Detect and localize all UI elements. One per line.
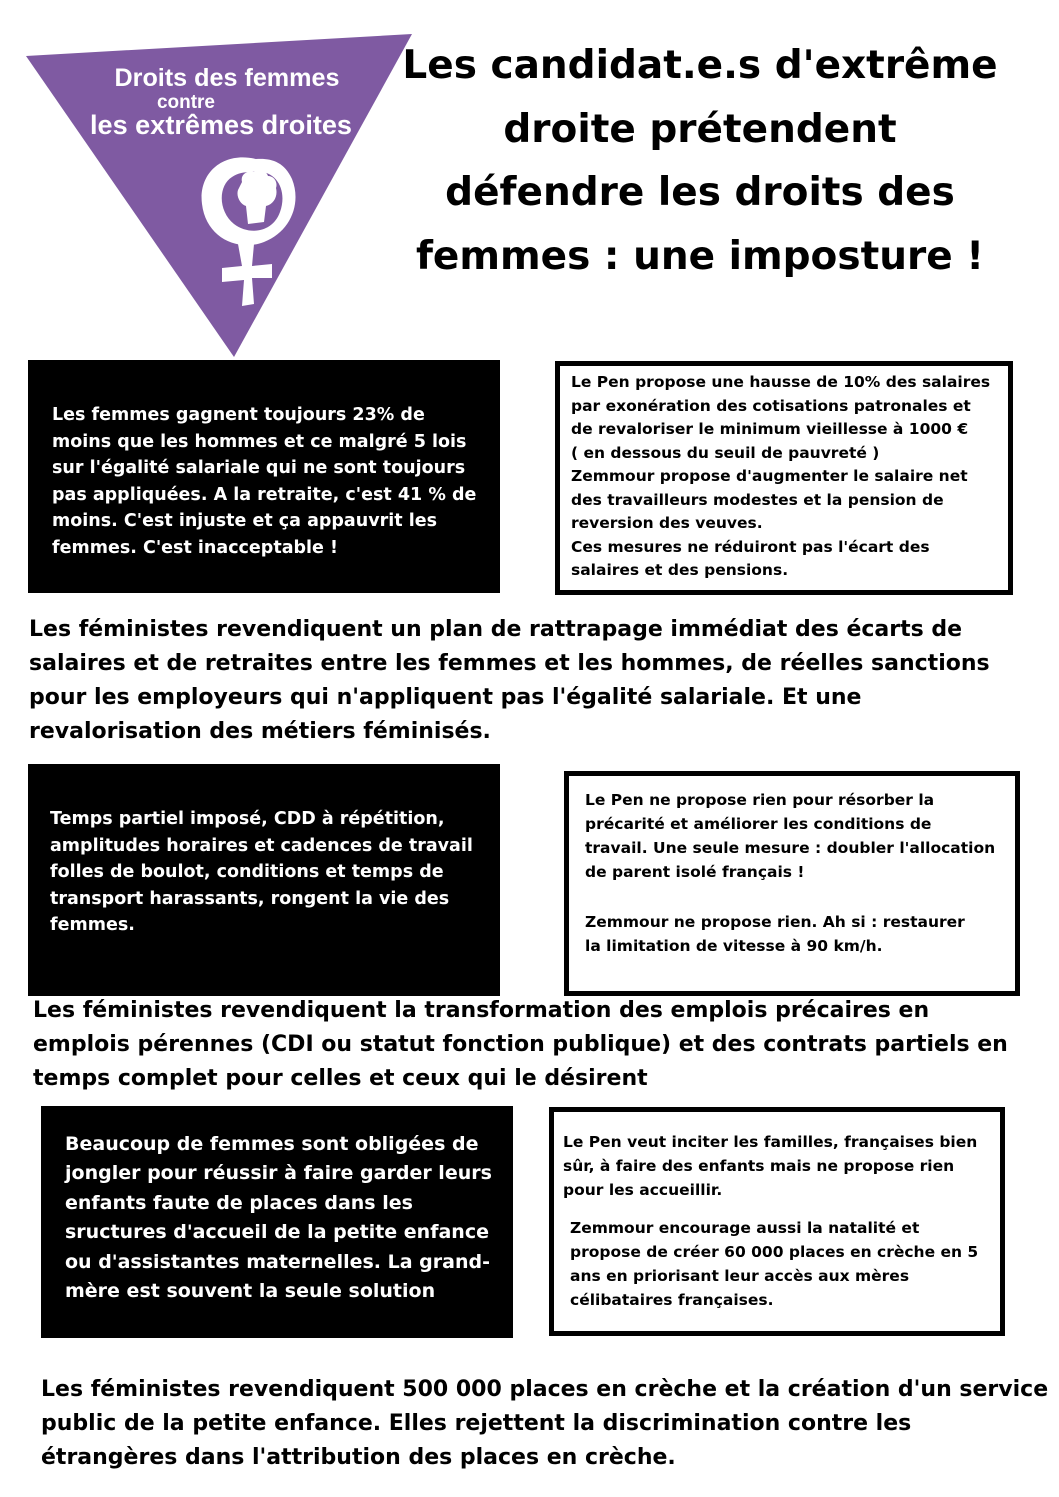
fact-text: Beaucoup de femmes sont obligées de jongler pour réussir à faire garder leurs enfants faute de places dans les sructures d'accueil de la petite enfance ou d'assistantes maternelles. La grand- mère est souvent la seule solution: [65, 1133, 492, 1303]
candidate-lepen-text: Le Pen propose une hausse de 10% des salaires par exonération des cotisations patronales et de revaloriser le minimum vieillesse à 1000 € ( en dessous du seuil de pauvreté ): [571, 373, 991, 462]
candidates-box-childcare: [549, 1107, 1005, 1336]
candidate-zemmour-text: Zemmour ne propose rien. Ah si : restaurer la limitation de vitesse à 90 km/h.: [585, 913, 965, 956]
demand-childcare: Les féministes revendiquent 500 000 places en crèche et la création d'un service public de la petite enfance. Elles rejettent la discrimination contre les étrangères dans l'attribution des places en crèche.: [41, 1377, 1049, 1471]
fact-text: Temps partiel imposé, CDD à répétition, amplitudes horaires et cadences de travail folles de boulot, conditions et temps de transport harassants, rongent la vie des femmes.: [50, 809, 473, 936]
logo-line2: contre: [157, 92, 215, 113]
candidate-lepen-text: Le Pen veut inciter les familles, françaises bien sûr, à faire des enfants mais ne propose rien pour les accueillir.: [563, 1133, 978, 1200]
demand-precarity: Les féministes revendiquent la transformation des emplois précaires en emplois pérennes (CDI ou statut fonction publique) et des contrats partiels en temps complet pour celles et ceux qui le désirent: [33, 998, 1008, 1092]
candidates-box-precarity: [564, 771, 1020, 996]
logo-line3: les extrêmes droites: [90, 110, 352, 140]
logo: [26, 34, 416, 359]
candidate-conclusion-text: Ces mesures ne réduiront pas l'écart des salaires et des pensions.: [571, 537, 930, 580]
title-line: défendre les droits des: [445, 170, 955, 216]
candidate-lepen-text: Le Pen ne propose rien pour résorber la précarité et améliorer les conditions de travail. Une seule mesure : doubler l'allocation de parent isolé français !: [585, 791, 996, 882]
title-line: droite prétendent: [503, 106, 897, 152]
candidate-zemmour-text: Zemmour propose d'augmenter le salaire net des travailleurs modestes et la pension de reversion des veuves.: [571, 467, 968, 533]
fact-box-childcare: [41, 1106, 513, 1338]
fact-box-wages: [28, 360, 500, 593]
fact-box-precarity: [28, 764, 500, 996]
demand-wages: Les féministes revendiquent un plan de rattrapage immédiat des écarts de salaires et de retraites entre les femmes et les hommes, de réelles sanctions pour les employeurs qui n'appliquent pas l'égalité salariale. Et une revalorisation des métiers féminisés.: [29, 617, 990, 745]
candidate-zemmour-text: Zemmour encourage aussi la natalité et propose de créer 60 000 places en crèche en 5 ans en priorisant leur accès aux mères célibataires françaises.: [570, 1219, 979, 1310]
title-line: femmes : une imposture !: [415, 233, 985, 279]
page-title: [385, 34, 1015, 288]
candidates-box-wages: [555, 361, 1013, 595]
title-line: Les candidat.e.s d'extrême: [402, 43, 998, 88]
logo-line1: Droits des femmes: [114, 64, 340, 92]
fact-text: Les femmes gagnent toujours 23% de moins que les hommes et ce malgré 5 lois sur l'égalité salariale qui ne sont toujours pas appliquées. A la retraite, c'est 41 % de moins. C'est injuste et ça appauvrit les femmes. C'est inacceptable !: [52, 405, 477, 558]
